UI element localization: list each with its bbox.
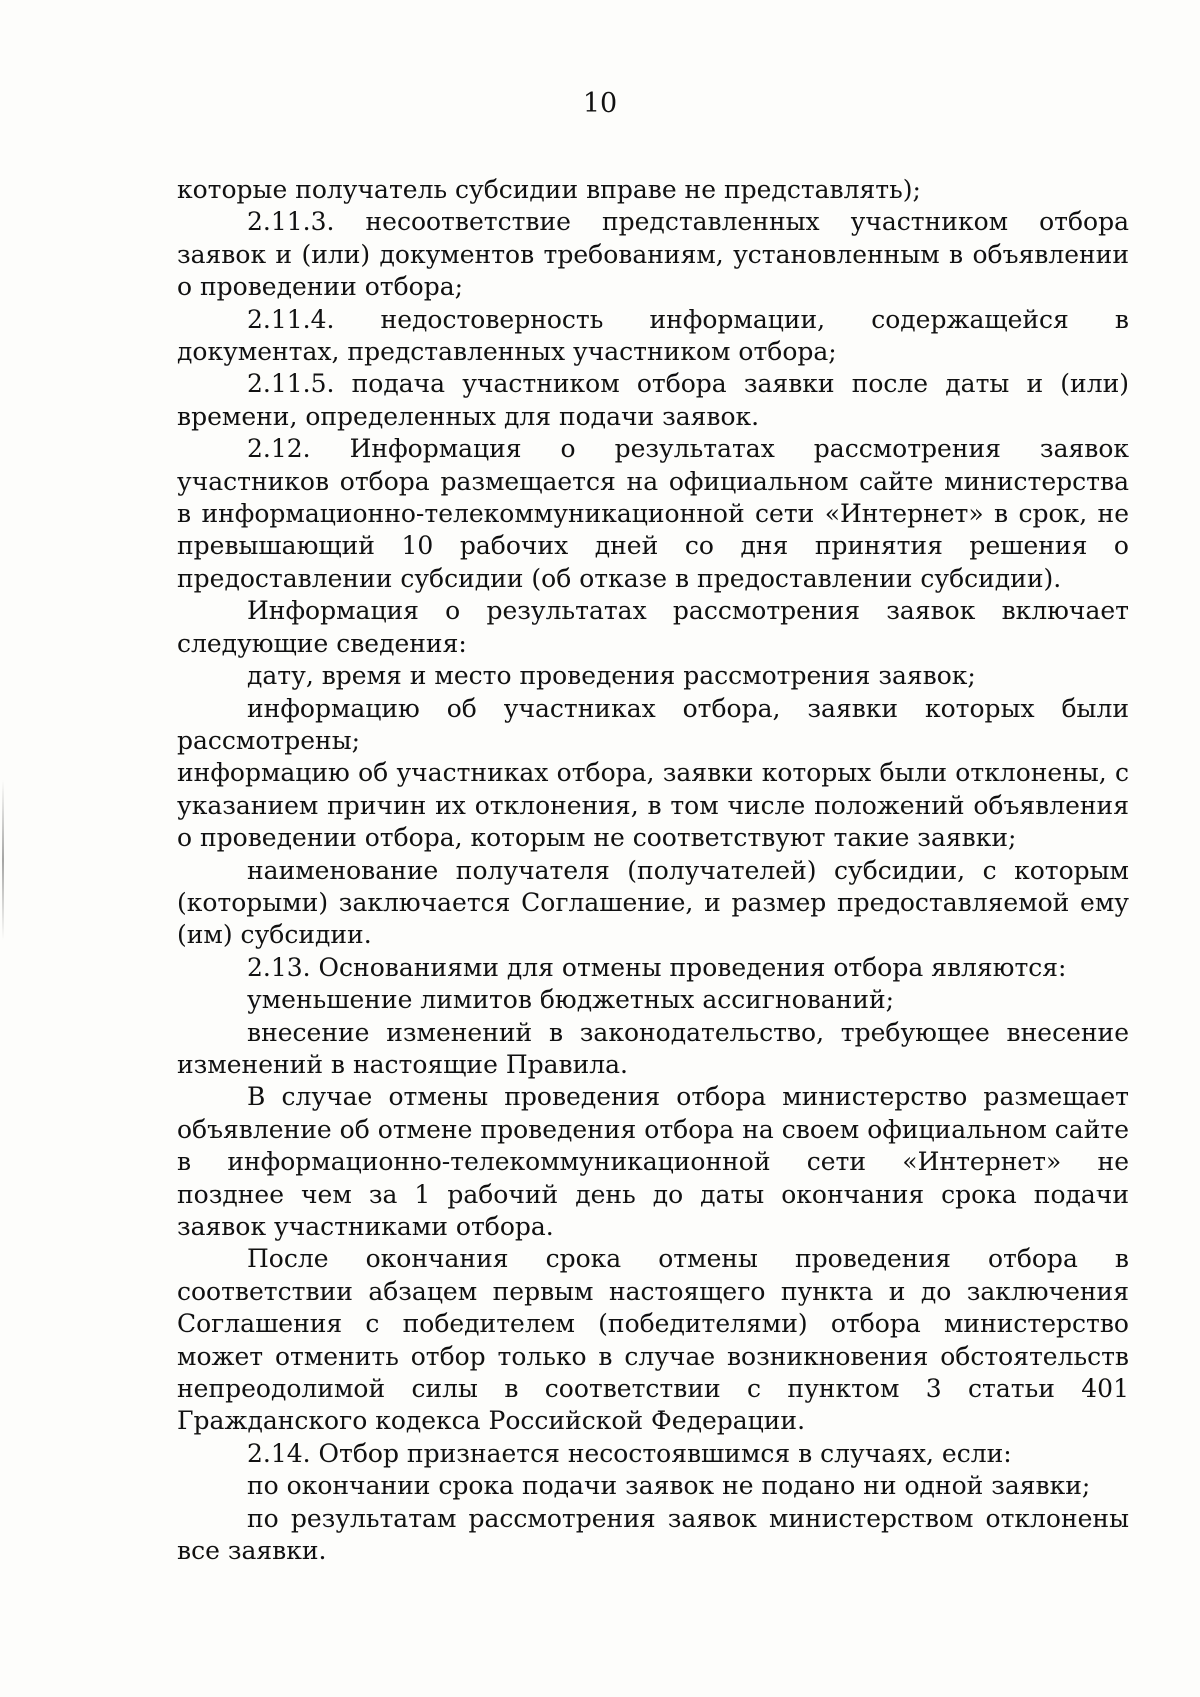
paragraph-2-14: 2.14. Отбор признается несостоявшимся в случаях, если:: [247, 1438, 1012, 1468]
paragraph-no-applications: по окончании срока подачи заявок не подано ни одной заявки;: [247, 1471, 1091, 1501]
paragraph-rejected-participants: информацию об участниках отбора, заявки которых были отклонены, с указанием причин их отклонения, в том числе положений объявления о проведении отбора, которым не соответствуют такие заявки;: [177, 758, 1129, 853]
paragraph-2-11-5: 2.11.5. подача участником отбора заявки после даты и (или) времени, определенных для подачи заявок.: [177, 369, 1129, 431]
paragraph-force-majeure: После окончания срока отмены проведения отбора в соответствии абзацем первым настоящего пункта и до заключения Соглашения с победителем (победителями) отбора министерство может отменить отбор только в случае возникновения обстоятельств непреодолимой силы в соответствии с пунктом 3 статьи 401 Гражданского кодекса Российской Федерации.: [177, 1244, 1129, 1436]
paragraph-2-12: 2.12. Информация о результатах рассмотрения заявок участников отбора размещается на официальном сайте министерства в информационно-телекоммуникационной сети «Интернет» в срок, не превышающий 10 рабочих дней со дня принятия решения о предоставлении субсидии (об отказе в предоставлении субсидии).: [177, 434, 1129, 593]
paragraph-date-time-place: дату, время и место проведения рассмотрения заявок;: [247, 661, 976, 691]
scan-edge-mark: [2, 780, 4, 940]
document-body: [177, 174, 1129, 1567]
paragraph-budget-limits: уменьшение лимитов бюджетных ассигнований;: [247, 985, 895, 1015]
paragraph-2-13: 2.13. Основаниями для отмены проведения отбора являются:: [247, 952, 1067, 982]
paragraph-legislation-changes: внесение изменений в законодательство, требующее внесение изменений в настоящие Правила.: [177, 1017, 1129, 1079]
paragraph-2-11-4: 2.11.4. недостоверность информации, содержащейся в документах, представленных участником отбора;: [177, 304, 1129, 367]
paragraph-reviewed-participants: информацию об участниках отбора, заявки которых были рассмотрены;: [177, 693, 1129, 755]
paragraph-cancellation-notice: В случае отмены проведения отбора министерство размещает объявление об отмене проведения отбора на своем официальном сайте в информационно-телекоммуникационной сети «Интернет» не позднее чем за 1 рабочий день до даты окончания срока подачи заявок участниками отбора.: [177, 1082, 1129, 1241]
paragraph-continuation: которые получатель субсидии вправе не представлять);: [177, 175, 921, 204]
paragraph-results-info: Информация о результатах рассмотрения заявок включает следующие сведения:: [177, 596, 1129, 658]
paragraph-2-11-3: 2.11.3. несоответствие представленных участником отбора заявок и (или) документов требованиям, установленным в объявлении о проведении отбора;: [177, 207, 1129, 302]
paragraph-recipient-name: наименование получателя (получателей) субсидии, с которым (которыми) заключается Соглашение, и размер предоставляемой ему (им) субсидии.: [177, 855, 1129, 950]
page-number: 10: [582, 88, 618, 119]
paragraph-all-rejected: по результатам рассмотрения заявок министерством отклонены все заявки.: [177, 1503, 1129, 1566]
